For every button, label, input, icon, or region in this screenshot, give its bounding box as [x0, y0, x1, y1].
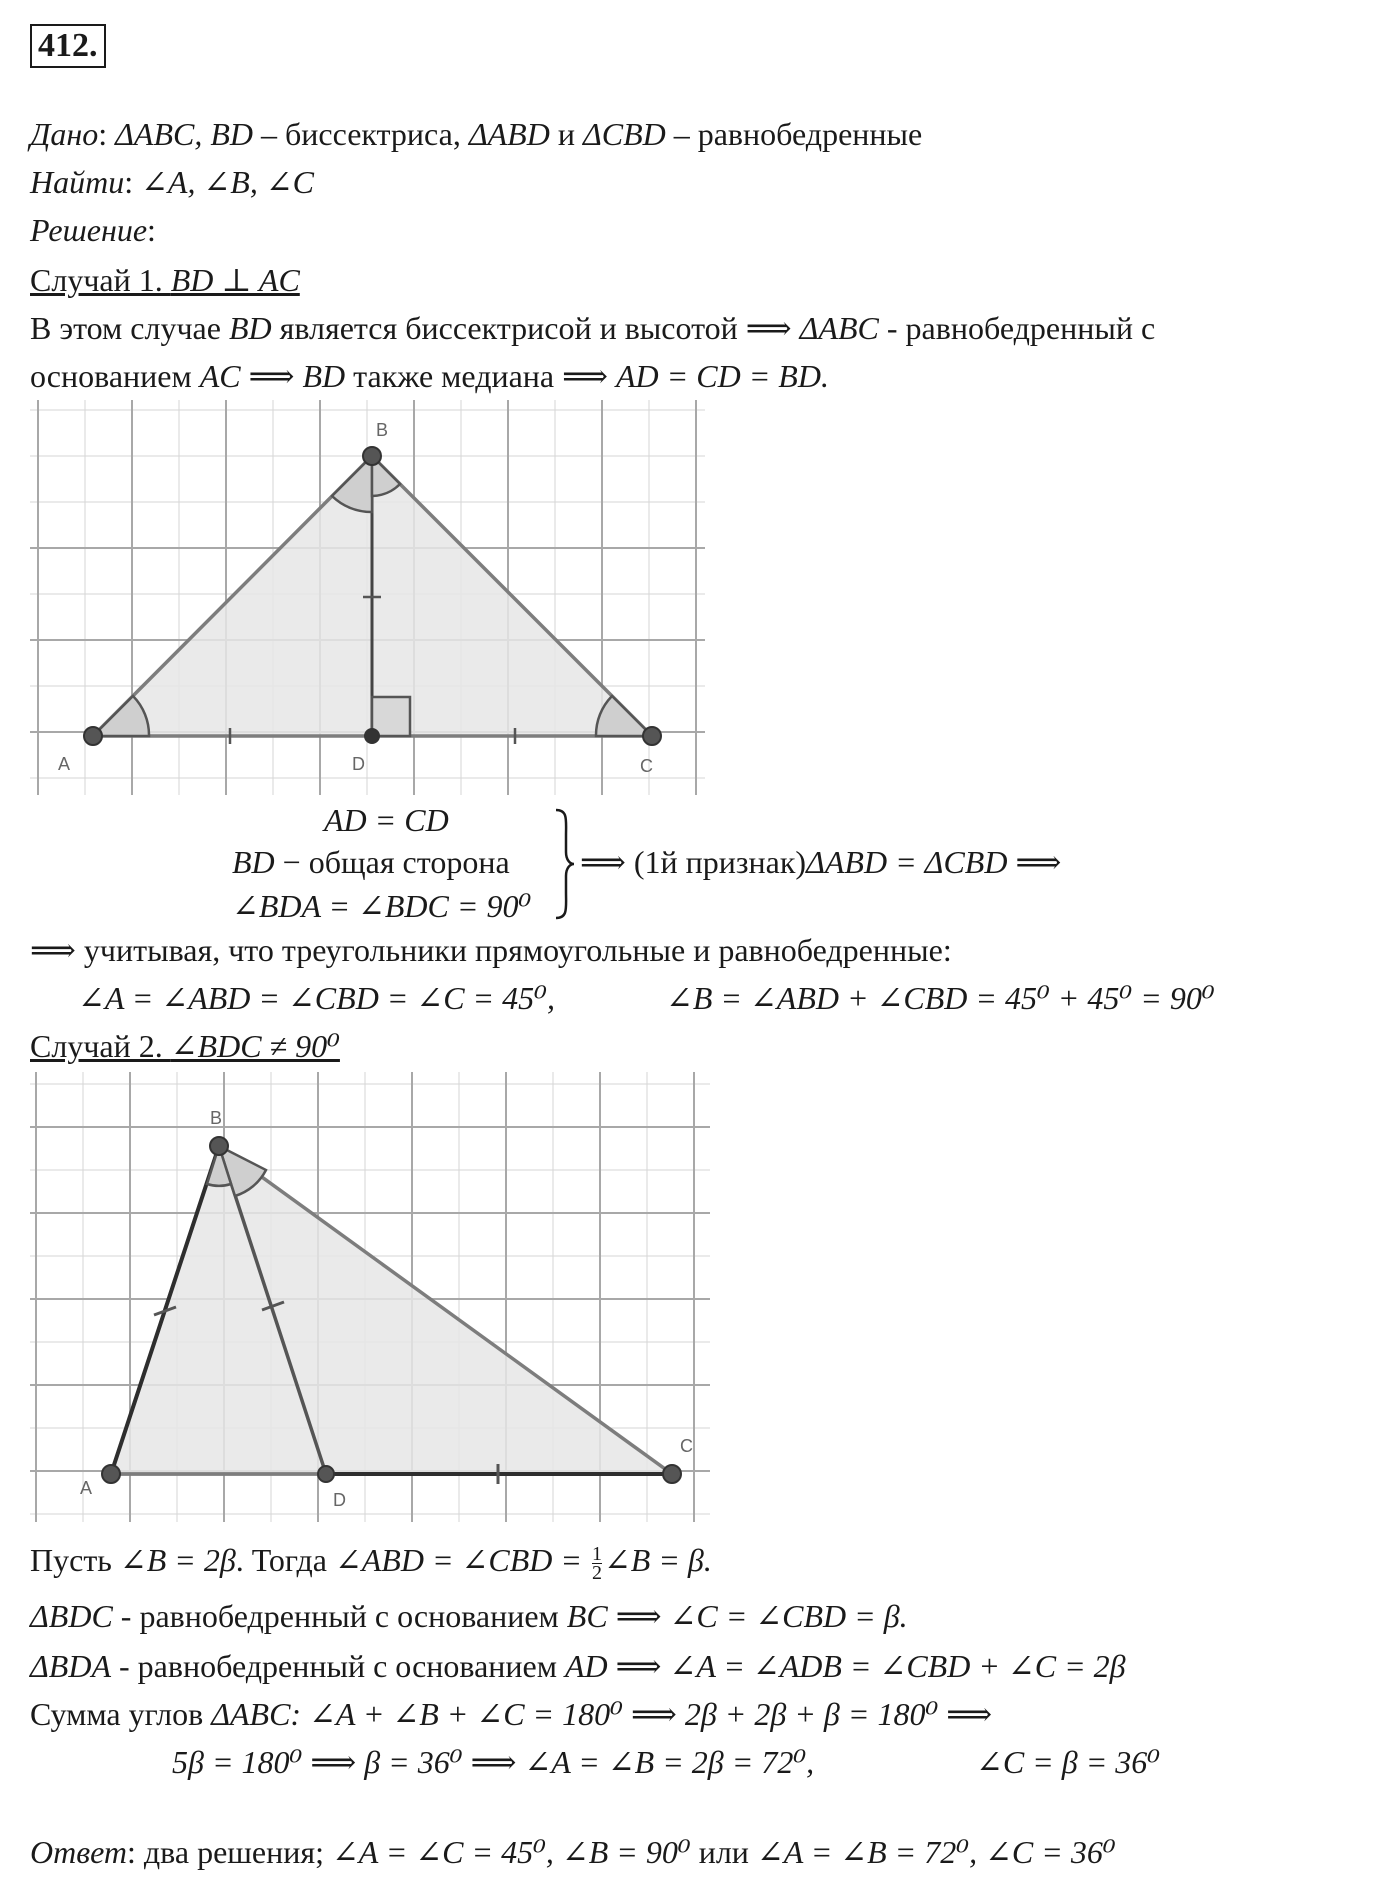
label-b-2: B — [210, 1108, 223, 1128]
case2-line4: Сумма углов ΔABC: ∠A + ∠B + ∠C = 180⁰ ⟹ 2β + 2β + β = 180⁰ ⟹ — [30, 1696, 993, 1732]
system-brace — [552, 806, 576, 922]
label-d: D — [352, 754, 365, 774]
case1-line2: основанием AC ⟹ BD также медиана ⟹ AD = CD = BD. — [30, 358, 829, 394]
label-a-2: A — [80, 1478, 93, 1498]
system-row1: AD = CD — [324, 802, 449, 838]
fraction-half: $\frac{1}{2}$ — [591, 1543, 602, 1585]
case2-line1: Пусть ∠B = 2β. Тогда ∠ABD = ∠CBD = $\frac{1}{2}$ ∠B = β. — [30, 1542, 712, 1585]
solution-label: Решение: — [30, 212, 156, 248]
label-b: B — [376, 420, 389, 440]
label-c-2: C — [680, 1436, 693, 1456]
case1-figure — [30, 400, 710, 800]
right-angle-marker — [372, 697, 410, 736]
case2-figure — [30, 1072, 720, 1522]
task-number: 412. — [30, 24, 106, 68]
case1-heading: Случай 1. BD ⊥ AC — [30, 262, 300, 298]
case1-answer-a: ∠A = ∠ABD = ∠CBD = ∠C = 45⁰, — [78, 980, 555, 1016]
label-d-2: D — [333, 1490, 346, 1510]
case1-conclusion: ⟹ учитывая, что треугольники прямоугольные и равнобедренные: — [30, 932, 952, 968]
case2-heading: Случай 2. ∠BDC ≠ 90⁰ — [30, 1028, 340, 1064]
find-line: Найти: ∠A, ∠B, ∠C — [30, 164, 314, 200]
given-label: Дано — [30, 116, 99, 152]
case2-line5b: ∠C = β = 36⁰ — [976, 1744, 1161, 1780]
case2-line2: ΔBDC - равнобедренный с основанием BC ⟹ ∠C = ∠CBD = β. — [30, 1598, 908, 1634]
system-row2: BD − общая сторона — [232, 844, 510, 880]
case1-answer-b: ∠B = ∠ABD + ∠CBD = 45⁰ + 45⁰ = 90⁰ — [666, 980, 1215, 1016]
system-row3: ∠BDA = ∠BDC = 90⁰ — [232, 888, 532, 924]
given-line: Дано: ΔABC, BD – биссектриса, ΔABD и ΔCBD – равнобедренные — [30, 116, 923, 152]
find-label: Найти — [30, 164, 125, 200]
case2-line5a: 5β = 180⁰ ⟹ β = 36⁰ ⟹ ∠A = ∠B = 2β = 72⁰, — [172, 1744, 815, 1780]
system-result: ⟹ (1й признак)ΔABD = ΔCBD ⟹ — [580, 844, 1062, 880]
answer-line: Ответ: два решения; ∠A = ∠C = 45⁰, ∠B = 90⁰ или ∠A = ∠B = 72⁰, ∠C = 36⁰ — [30, 1834, 1116, 1870]
label-a: A — [58, 754, 71, 774]
case2-line3: ΔBDA - равнобедренный с основанием AD ⟹ ∠A = ∠ADB = ∠CBD + ∠C = 2β — [30, 1648, 1126, 1684]
answer-label: Ответ — [30, 1834, 127, 1870]
label-c: C — [640, 756, 653, 776]
case1-line1: В этом случае BD является биссектрисой и высотой ⟹ ΔABC - равнобедренный с — [30, 310, 1156, 346]
triangle-abc-2 — [111, 1146, 672, 1474]
